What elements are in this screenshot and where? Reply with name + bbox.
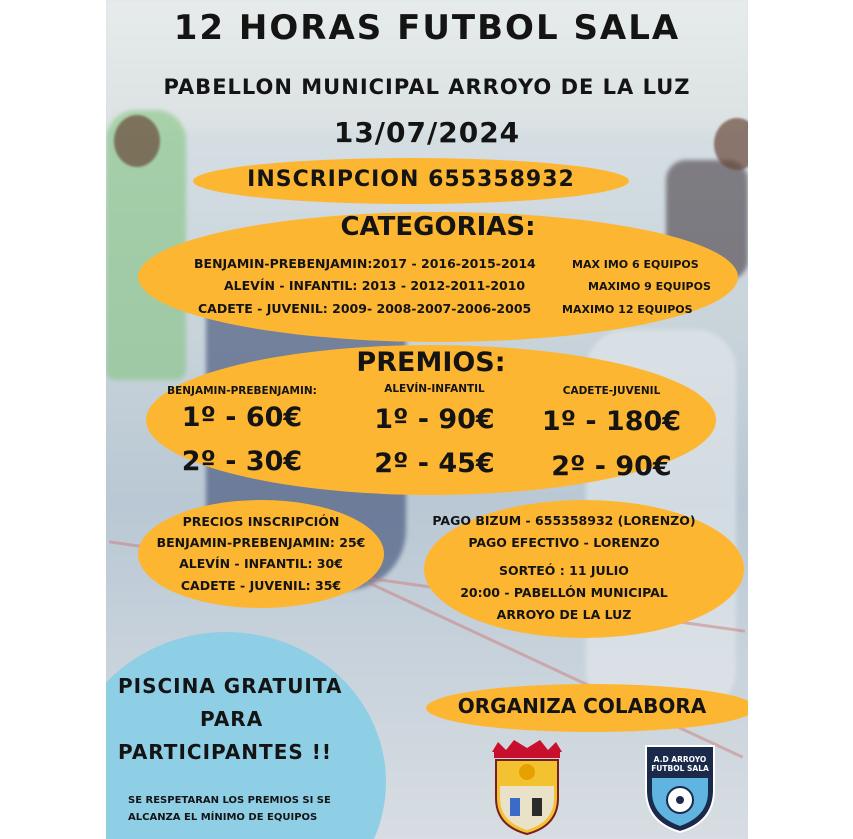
club-logo-text: A.D ARROYO FUTBOL SALA (651, 755, 709, 773)
category-max: MAX IMO 6 EQUIPOS (572, 258, 699, 271)
prize-first: 1º - 60€ (181, 402, 303, 433)
pool-text: PISCINA GRATUITA (118, 674, 343, 698)
venue: PABELLON MUNICIPAL ARROYO DE LA LUZ (163, 75, 691, 99)
pool-circle (106, 632, 386, 839)
prize-second: 2º - 45€ (374, 448, 495, 479)
prize-first: 1º - 180€ (541, 406, 682, 437)
fee-row: BENJAMIN-PREBENJAMIN: 25€ (156, 535, 366, 550)
category-row: BENJAMIN-PREBENJAMIN:2017 - 2016-2015-2014 (194, 256, 536, 271)
category-row: CADETE - JUVENIL: 2009- 2008-2007-2006-2005 (198, 301, 532, 316)
fee-row: ALEVÍN - INFANTIL: 30€ (179, 556, 343, 571)
fee-row: CADETE - JUVENIL: 35€ (180, 578, 342, 593)
prize-first: 1º - 90€ (374, 404, 495, 435)
pool-text: PARTICIPANTES !! (118, 740, 332, 764)
prize-group-name: CADETE-JUVENIL (562, 385, 661, 397)
pool-text: PARA (200, 707, 264, 731)
prize-group-name: ALEVÍN-INFANTIL (384, 383, 485, 395)
category-max: MAXIMO 12 EQUIPOS (562, 303, 693, 316)
prize-second: 2º - 30€ (181, 446, 303, 477)
pool-note: ALCANZA EL MÍNIMO DE EQUIPOS (128, 812, 318, 823)
poster-title: 12 HORAS FUTBOL SALA (173, 8, 681, 48)
prize-second: 2º - 90€ (551, 451, 672, 482)
draw-place: 20:00 - PABELLÓN MUNICIPAL (460, 585, 668, 600)
payment-cash: PAGO EFECTIVO - LORENZO (468, 535, 660, 550)
categories-heading: CATEGORIAS: (340, 212, 536, 242)
registration-phone[interactable]: INSCRIPCION 655358932 (247, 167, 575, 192)
poster (106, 0, 748, 839)
event-date: 13/07/2024 (333, 116, 521, 149)
organizers-label: ORGANIZA COLABORA (457, 694, 707, 718)
draw-date: SORTEÓ : 11 JULIO (499, 563, 629, 578)
payment-bizum: PAGO BIZUM - 655358932 (LORENZO) (432, 513, 696, 528)
pool-note: SE RESPETARAN LOS PREMIOS SI SE (128, 795, 331, 806)
category-max: MAXIMO 9 EQUIPOS (588, 280, 711, 293)
town-crest-icon (484, 740, 570, 836)
club-logo-icon (642, 742, 718, 834)
draw-place: ARROYO DE LA LUZ (496, 607, 632, 622)
fees-heading: PRECIOS INSCRIPCIÓN (182, 514, 340, 529)
category-row: ALEVÍN - INFANTIL: 2013 - 2012-2011-2010 (224, 278, 526, 293)
prizes-heading: PREMIOS: (356, 347, 506, 378)
prize-group-name: BENJAMIN-PREBENJAMIN: (167, 385, 317, 397)
